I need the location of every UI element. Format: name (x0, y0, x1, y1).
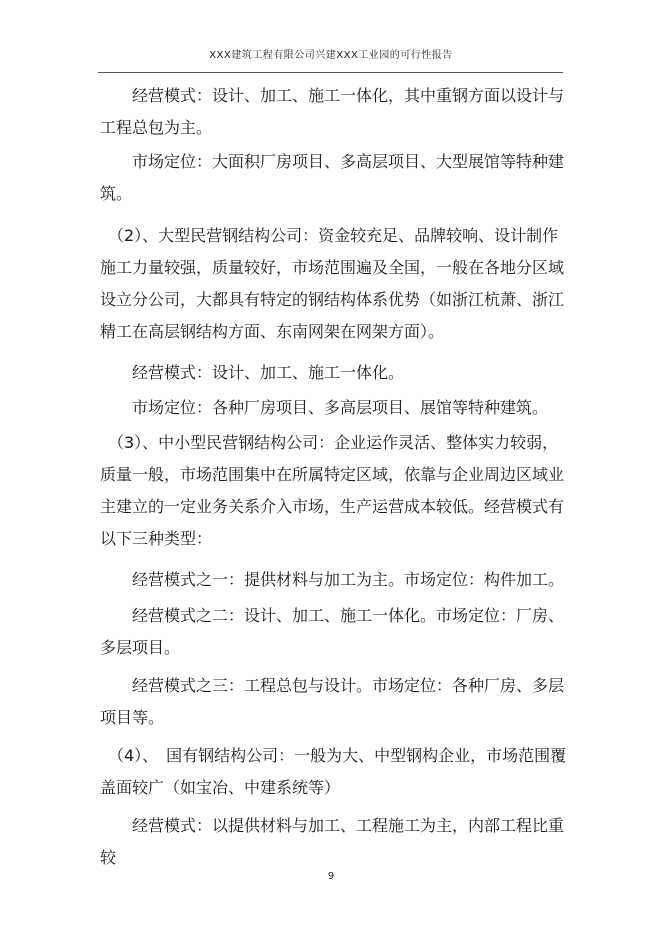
paragraph-business-model-1: 经营模式：设计、加工、施工一体化，其中重钢方面以设计与工程总包为主。 (100, 86, 565, 137)
paragraph-business-model-type-2: 经营模式之二：设计、加工、施工一体化。市场定位：厂房、多层项目。 (100, 606, 565, 657)
paragraph-business-model-type-3: 经营模式之三：工程总包与设计。市场定位：各种厂房、多层项目等。 (100, 676, 565, 727)
paragraph-market-position-1: 市场定位：大面积厂房项目、多高层项目、大型展馆等特种建筑。 (100, 152, 565, 203)
paragraph-business-model-2: 经营模式：设计、加工、施工一体化。 (100, 363, 405, 382)
page-header: XXX建筑工程有限公司兴建XXX工业园的可行性报告 (209, 50, 453, 61)
page-number: 9 (327, 871, 335, 882)
paragraph-business-model-type-1: 经营模式之一：提供材料与加工为主。市场定位：构件加工。 (100, 570, 565, 589)
paragraph-state-owned-companies: （4）、 国有钢结构公司：一般为大、中型钢构企业，市场范围覆盖面较广（如宝冶、中建系统等） (100, 746, 567, 797)
paragraph-small-medium-private-companies: （3）、中小型民营钢结构公司：企业运作灵活、整体实力较弱，质量一般，市场范围集中在所属特定区域，依靠与企业周边区域业主建立的一定业务关系介入市场，生产运营成本较低。经营模式有以下三种类型： (100, 433, 565, 548)
paragraph-business-model-state-owned: 经营模式：以提供材料与加工、工程施工为主，内部工程比重较 (100, 816, 565, 867)
paragraph-market-position-2: 市场定位：各种厂房项目、多高层项目、展馆等特种建筑。 (100, 398, 549, 417)
paragraph-large-private-companies: （2）、大型民营钢结构公司：资金较充足、品牌较响、设计制作施工力量较强，质量较好，市场范围遍及全国，一般在各地分区域设立分公司，大都具有特定的钢结构体系优势（如浙江杭萧、浙江精工在高层钢结构方面、东南网架在网架方面）。 (100, 226, 565, 341)
header-divider (98, 72, 563, 73)
